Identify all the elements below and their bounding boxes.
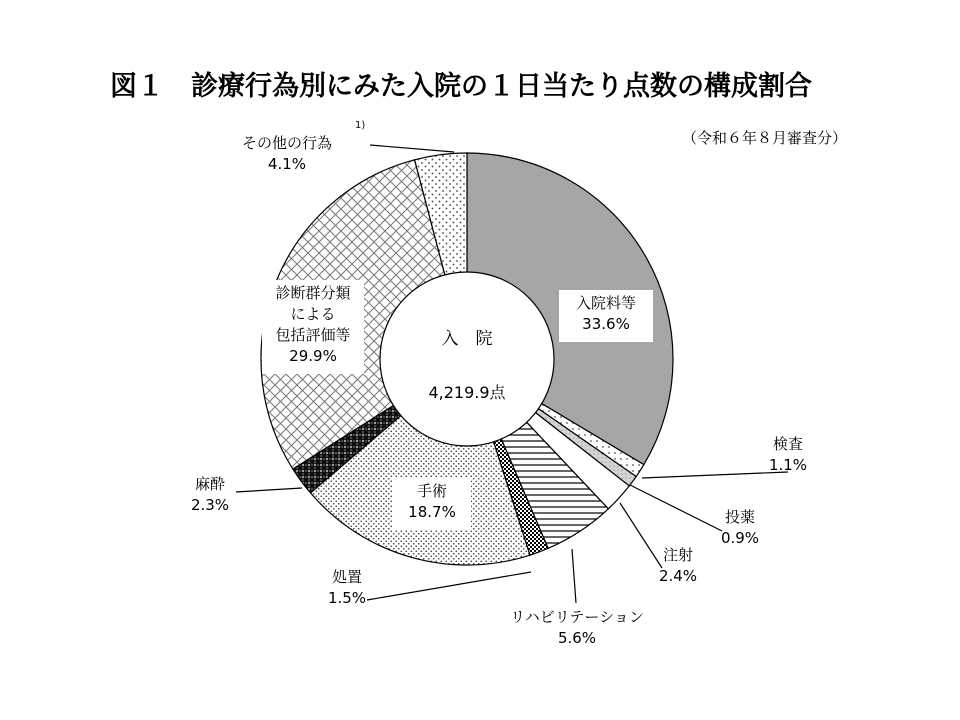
slice-label-value-0: 33.6% bbox=[582, 315, 630, 333]
slice-label-name-6: 手術 bbox=[416, 482, 448, 500]
leader-line-1 bbox=[642, 472, 788, 478]
slice-label-value-7: 2.3% bbox=[190, 496, 230, 514]
slice-label-name-4: リハビリテーション bbox=[510, 608, 644, 626]
slice-label-name-8: 診断群分類 bbox=[275, 284, 351, 302]
slice-label-name-0: 入院料等 bbox=[575, 294, 637, 312]
leader-line-3 bbox=[620, 503, 662, 568]
slice-label-value-9: 4.1% bbox=[267, 155, 307, 173]
slice-label-name-8: による bbox=[290, 305, 336, 323]
leader-line-7 bbox=[236, 488, 302, 492]
slice-label-value-6: 18.7% bbox=[408, 503, 456, 521]
donut-hole bbox=[380, 272, 554, 446]
slice-label-name-1: 検査 bbox=[772, 435, 804, 453]
slice-label-name-5: 処置 bbox=[331, 568, 363, 586]
slice-label-value-3: 2.4% bbox=[658, 567, 698, 585]
slice-label-value-5: 1.5% bbox=[327, 589, 367, 607]
leader-line-9 bbox=[370, 145, 454, 152]
center-value: 4,219.9点 bbox=[428, 383, 506, 402]
slice-label-value-2: 0.9% bbox=[720, 529, 760, 547]
chart-title: 図１ 診療行為別にみた入院の１日当たり点数の構成割合 bbox=[110, 71, 812, 102]
slice-label-name-7: 麻酔 bbox=[194, 475, 226, 493]
slice-label-value-4: 5.6% bbox=[557, 629, 597, 647]
slice-label-value-1: 1.1% bbox=[768, 456, 808, 474]
slice-label-name-2: 投薬 bbox=[724, 508, 756, 526]
center-label: 入 院 bbox=[441, 329, 493, 349]
leader-line-2 bbox=[630, 485, 722, 531]
slice-label-name-9: その他の行為 bbox=[241, 134, 333, 152]
slice-label-name-8: 包括評価等 bbox=[275, 326, 351, 344]
slice-label-name-3: 注射 bbox=[662, 546, 694, 564]
leader-line-5 bbox=[367, 572, 531, 600]
chart-note: （令和６年８月審査分） bbox=[681, 129, 847, 147]
slice-label-value-8: 29.9% bbox=[289, 347, 337, 365]
slice-footnote-9: 1) bbox=[355, 120, 366, 131]
leader-line-4 bbox=[572, 549, 576, 603]
